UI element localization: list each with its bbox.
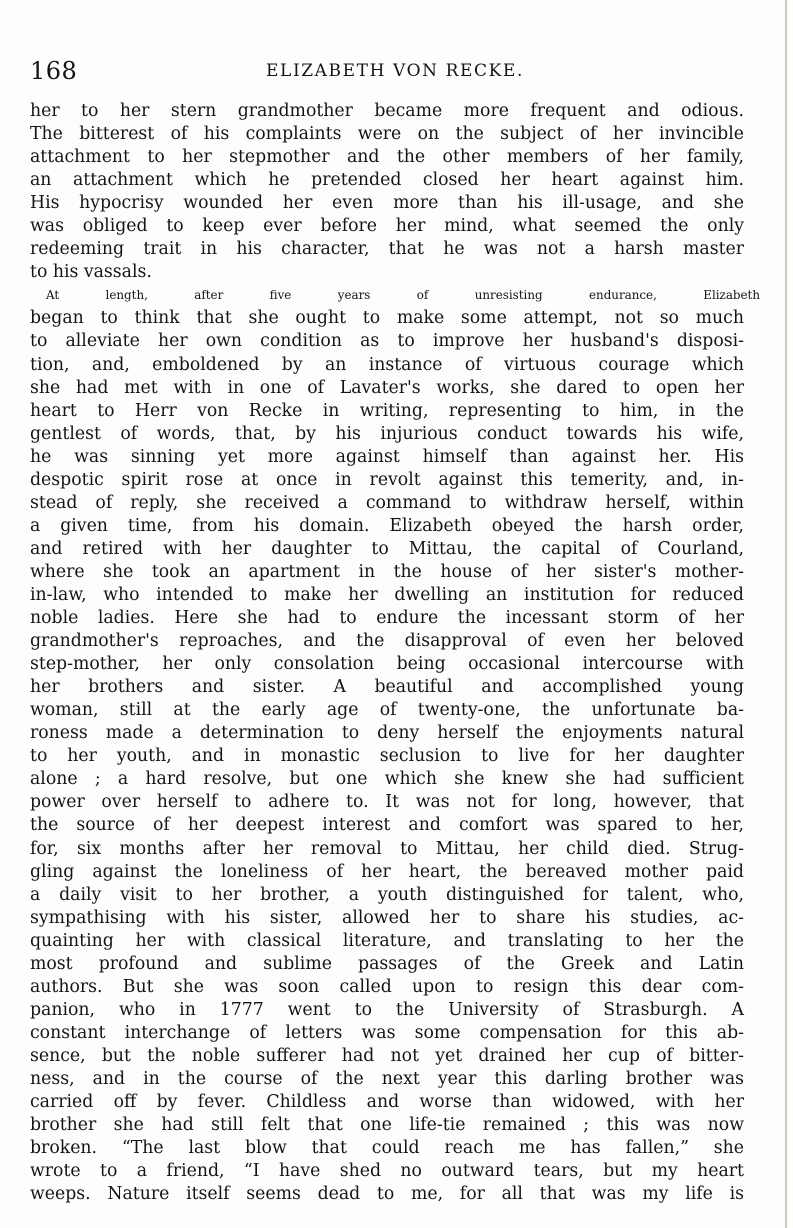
- text-line: wrote to a friend, “I have shed no outward tears, but my heart: [30, 1161, 744, 1182]
- text-line: alone ; a hard resolve, but one which she knew she had sufficient: [30, 769, 744, 790]
- text-line: despotic spirit rose at once in revolt against this temerity, and, in-: [30, 469, 744, 490]
- text-line: most profound and sublime passages of the Greek and Latin: [30, 953, 744, 974]
- text-line: a daily visit to her brother, a youth distinguished for talent, who,: [30, 884, 744, 905]
- text-line: where she took an apartment in the house of her sister's mother-: [30, 561, 744, 582]
- text-line: in-law, who intended to make her dwelling an institution for reduced: [30, 584, 744, 605]
- text-line: redeeming trait in his character, that he was not a harsh master: [30, 239, 744, 260]
- text-line: The bitterest of his complaints were on the subject of her invincible: [30, 124, 744, 145]
- text-line: constant interchange of letters was some compensation for this ab-: [30, 1022, 744, 1043]
- text-line: her to her stern grandmother became more frequent and odious.: [30, 101, 744, 121]
- text-line: His hypocrisy wounded her even more than his ill-usage, and she: [30, 193, 744, 214]
- text-line: gling against the loneliness of her heart, the bereaved mother paid: [30, 861, 744, 882]
- page-number: 168: [30, 57, 78, 85]
- text-line: power over herself to adhere to. It was not for long, however, that: [30, 792, 744, 813]
- text-line: noble ladies. Here she had to endure the incessant storm of her: [30, 608, 744, 629]
- text-line: tion, and, emboldened by an instance of virtuous courage which: [30, 354, 744, 375]
- text-line: stead of reply, she received a command to withdraw herself, within: [30, 492, 744, 513]
- text-line: step-mother, her only consolation being occasional intercourse with: [30, 654, 744, 675]
- text-line: broken. “The last blow that could reach me has fallen,” she: [30, 1138, 744, 1159]
- text-line: sympathising with his sister, allowed her to share his studies, ac-: [30, 907, 744, 928]
- text-line: heart to Herr von Recke in writing, representing to him, in the: [30, 400, 744, 421]
- text-line: quainting her with classical literature, and translating to her the: [30, 930, 744, 951]
- text-line: an attachment which he pretended closed her heart against him.: [30, 170, 744, 191]
- text-line: gentlest of words, that, by his injurious conduct towards his wife,: [30, 423, 744, 444]
- text-line: to alleviate her own condition as to improve her husband's disposi-: [30, 331, 744, 352]
- text-line: At length, after five years of unresisting endurance, Elizabeth: [46, 288, 760, 303]
- text-line: weeps. Nature itself seems dead to me, for all that was my life is: [30, 1184, 744, 1205]
- text-line: began to think that she ought to make some attempt, not so much: [30, 308, 744, 329]
- running-head: ELIZABETH VON RECKE.: [266, 61, 524, 81]
- text-line: carried off by fever. Childless and worse than widowed, with her: [30, 1092, 744, 1113]
- text-line: for, six months after her removal to Mittau, her child died. Strug-: [30, 838, 744, 859]
- text-line: he was sinning yet more against himself than against her. His: [30, 446, 744, 467]
- body-text: [30, 100, 760, 1206]
- text-line: she had met with in one of Lavater's works, she dared to open her: [30, 377, 744, 398]
- text-line: grandmother's reproaches, and the disapproval of even her beloved: [30, 631, 744, 652]
- text-line: the source of her deepest interest and comfort was spared to her,: [30, 815, 744, 836]
- text-line: her brothers and sister. A beautiful and accomplished young: [30, 677, 744, 698]
- text-line: woman, still at the early age of twenty-one, the unfortunate ba-: [30, 700, 744, 721]
- page-header: [30, 56, 760, 86]
- text-line: roness made a determination to deny herself the enjoyments natural: [30, 723, 744, 744]
- text-line: sence, but the noble sufferer had not yet drained her cup of bitter-: [30, 1045, 744, 1066]
- text-line: brother she had still felt that one life-tie remained ; this was now: [30, 1115, 744, 1136]
- page-edge-rule: [785, 0, 787, 1228]
- text-line: a given time, from his domain. Elizabeth obeyed the harsh order,: [30, 515, 744, 536]
- text-line: authors. But she was soon called upon to resign this dear com-: [30, 976, 744, 997]
- text-line: and retired with her daughter to Mittau, the capital of Courland,: [30, 538, 744, 559]
- text-line: to his vassals.: [30, 262, 152, 283]
- text-line: to her youth, and in monastic seclusion to live for her daughter: [30, 746, 744, 767]
- text-line: attachment to her stepmother and the other members of her family,: [30, 147, 744, 168]
- text-line: panion, who in 1777 went to the University of Strasburgh. A: [30, 999, 744, 1020]
- text-line: was obliged to keep ever before her mind, what seemed the only: [30, 216, 744, 237]
- text-line: ness, and in the course of the next year this darling brother was: [30, 1068, 744, 1089]
